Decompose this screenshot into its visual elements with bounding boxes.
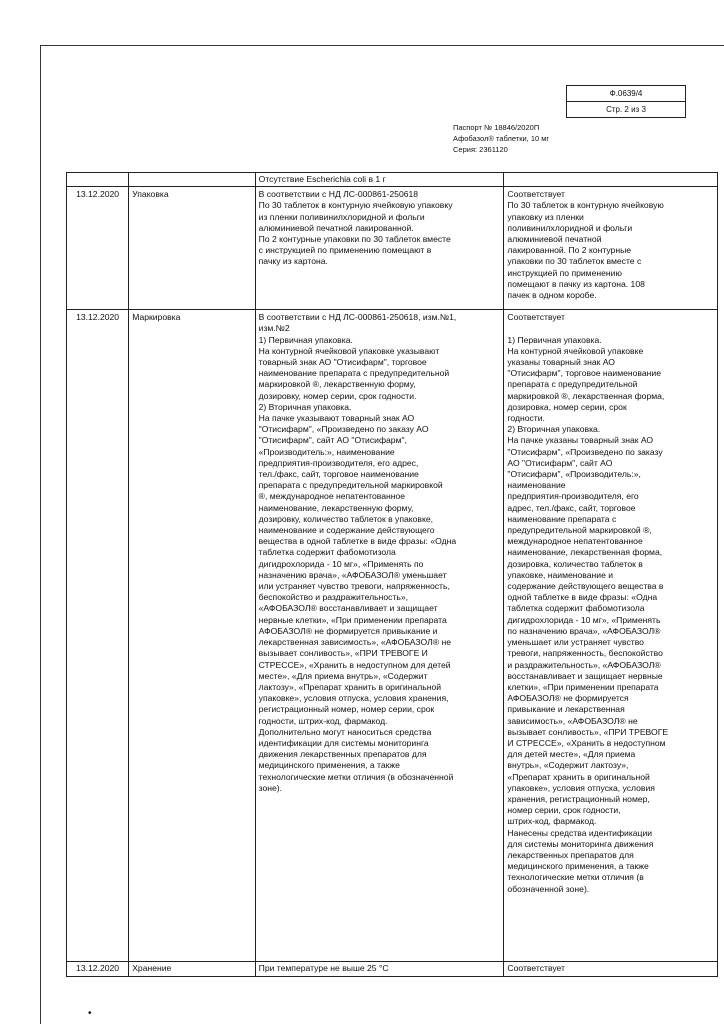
text-line: медицинского применения, а также bbox=[258, 760, 400, 771]
text-line: АО "Отисифарм", сайт АО bbox=[507, 457, 613, 468]
text-line: лактозу», «Препарат хранить в оригинальной bbox=[258, 681, 442, 692]
text-line: клетки», «При применении препарата bbox=[507, 681, 659, 692]
text-line: или устраняет чувство тревоги, напряженность, bbox=[258, 581, 450, 592]
text-line: На контурной ячейковой упаковке указывают bbox=[258, 345, 440, 356]
page-border-left bbox=[40, 45, 41, 1024]
text-line: пачку из картона. bbox=[258, 256, 328, 267]
text-line: и раздражительность», «АФОБАЗОЛ® bbox=[507, 659, 661, 670]
text-line: для системы мониторинга движения bbox=[507, 838, 654, 849]
requirement-cell bbox=[255, 310, 504, 962]
date-cell bbox=[67, 310, 129, 962]
text-line: По 30 таблеток в контурную ячейковую упаковку bbox=[258, 200, 453, 211]
text-line: беспокойство и раздражительность», bbox=[258, 592, 409, 603]
text-line: содержание действующего вещества в bbox=[507, 581, 664, 592]
text-line: «Производитель:», наименование bbox=[258, 446, 395, 457]
text-line: нервные клетки», «При применении препарата bbox=[258, 614, 447, 625]
test-name-cell bbox=[129, 962, 255, 977]
text-line: алюминиевой печатной bbox=[507, 234, 602, 245]
text-line: лекарственных препаратов для bbox=[507, 849, 634, 860]
batch-number: Серия: 2361120 bbox=[453, 145, 508, 154]
text-line: АФОБАЗОЛ® не формируется bbox=[507, 693, 629, 704]
text-line: вещества в одной таблетке в виде фразы: «Одна bbox=[258, 536, 457, 547]
text-line: предприятия-производителя, его bbox=[507, 491, 639, 502]
text-line: для детей месте», «Для приема bbox=[507, 749, 636, 760]
text-line: предприятия-производителя, его адрес, bbox=[258, 457, 419, 468]
text-line: дигидрохлорида - 10 мг», «Применять по bbox=[258, 558, 424, 569]
text-line: АФОБАЗОЛ® не формируется привыкание и bbox=[258, 625, 438, 636]
table-row bbox=[67, 187, 718, 310]
date-cell bbox=[67, 173, 129, 187]
text-line: маркировкой ®, лекарственная форма, bbox=[507, 390, 665, 401]
text-line: годности. bbox=[507, 413, 545, 424]
text-line: регистрационный номер, номер серии, срок bbox=[258, 704, 435, 715]
table-row bbox=[67, 173, 718, 187]
text-line: алюминиевой печатной лакированной. bbox=[258, 222, 414, 233]
text-line: упаковке, наименование и bbox=[507, 569, 614, 580]
text-line: международное непатентованное bbox=[507, 536, 643, 547]
date-value: 13.12.2020 bbox=[76, 312, 120, 323]
text-line: изм.№2 bbox=[258, 323, 290, 334]
text-line bbox=[507, 323, 714, 334]
text-line: товарный знак АО "Отисифарм", торговое bbox=[258, 357, 427, 368]
text-line: Соответствует bbox=[507, 963, 565, 974]
test-name-cell bbox=[129, 173, 255, 187]
text-line: предупредительной маркировкой ®, bbox=[507, 525, 652, 536]
requirement-cell bbox=[255, 962, 504, 977]
table-row bbox=[67, 962, 718, 977]
text-line: На пачке указывают товарный знак АО bbox=[258, 413, 415, 424]
text-line: упаковку из пленки bbox=[507, 211, 584, 222]
text-line: месте», «Для приема внутрь», «Содержит bbox=[258, 670, 428, 681]
test-name-cell bbox=[129, 310, 255, 962]
text-line: СТРЕССЕ», «Хранить в недоступном для детей bbox=[258, 659, 451, 670]
text-line: дозировку, номер серии, срок годности. bbox=[258, 390, 417, 401]
text-line: назначению врача», «АФОБАЗОЛ® уменьшает bbox=[258, 569, 447, 580]
text-line: упаковке», условия отпуска, условия хранения, bbox=[258, 693, 449, 704]
product-name: Афобазол® таблетки, 10 мг bbox=[453, 134, 550, 143]
text-line: дозировка, номер серии, срок bbox=[507, 401, 627, 412]
text-line: зависимость», «АФОБАЗОЛ® не bbox=[507, 715, 638, 726]
text-line: медицинского применения, а также bbox=[507, 861, 649, 872]
text-line: наименование, лекарственную форму, bbox=[258, 502, 414, 513]
text-line: "Отисифарм", «Производитель:», bbox=[507, 469, 641, 480]
text-line: Соответствует bbox=[507, 189, 565, 200]
text-line: "Отисифарм", «Произведено по заказу bbox=[507, 446, 663, 457]
form-code: Ф.0639/4 bbox=[609, 89, 643, 98]
form-code-box bbox=[566, 85, 686, 118]
text-line: наименование препарата с bbox=[507, 513, 617, 524]
text-line: упаковке», условия отпуска, условия bbox=[507, 782, 655, 793]
text-line: вызывает сонливость», «ПРИ ТРЕВОГЕ И bbox=[258, 648, 428, 659]
text-line: ®, международное непатентованное bbox=[258, 491, 406, 502]
result-cell bbox=[504, 310, 718, 962]
text-line: по назначению врача», «АФОБАЗОЛ® bbox=[507, 625, 661, 636]
table-row bbox=[67, 310, 718, 962]
text-line: внутрь», «Содержит лактозу», bbox=[507, 760, 629, 771]
text-line: Отсутствие Escherichia coli в 1 г bbox=[258, 174, 386, 184]
text-line: 2) Вторичная упаковка. bbox=[507, 424, 601, 435]
text-line: препарата с предупредительной маркировкой bbox=[258, 480, 443, 491]
text-line: идентификации для системы мониторинга bbox=[258, 737, 429, 748]
text-line: штрих-код, фармакод. bbox=[507, 816, 597, 827]
test-name: Упаковка bbox=[132, 189, 169, 200]
test-name: Маркировка bbox=[132, 312, 181, 323]
text-line: дозировка, количество таблеток в bbox=[507, 558, 643, 569]
text-line: обозначенной зоне). bbox=[507, 883, 590, 894]
text-line: 2) Вторичная упаковка. bbox=[258, 401, 352, 412]
text-line: привыкание и лекарственная bbox=[507, 704, 625, 715]
text-line: В соответствии с НД ЛС-000861-250618, изм.№1, bbox=[258, 312, 457, 323]
text-line: "Отисифарм", «Произведено по заказу АО bbox=[258, 424, 429, 435]
text-line: дозировку, количество таблеток в упаковке, bbox=[258, 513, 433, 524]
text-line: Соответствует bbox=[507, 312, 565, 323]
result-cell bbox=[504, 962, 718, 977]
text-line: движения лекарственных препаратов для bbox=[258, 749, 427, 760]
text-line: указаны товарный знак АО bbox=[507, 357, 615, 368]
text-line: хранения, регистрационный номер, bbox=[507, 793, 650, 804]
test-results-table bbox=[66, 172, 718, 977]
text-line: 1) Первичная упаковка. bbox=[507, 334, 602, 345]
text-line: «Препарат хранить в оригинальной bbox=[507, 771, 650, 782]
text-line: инструкцией по применению bbox=[507, 267, 622, 278]
text-line: таблетка содержит фабомотизола bbox=[258, 547, 396, 558]
requirement-cell bbox=[255, 187, 504, 310]
text-line: лекарственная зависимость», «АФОБАЗОЛ® не bbox=[258, 637, 451, 648]
text-line: 1) Первичная упаковка. bbox=[258, 334, 353, 345]
text-line: поливинилхлоридной и фольги bbox=[507, 222, 633, 233]
date-value: 13.12.2020 bbox=[76, 963, 120, 974]
footer-bullet: • bbox=[88, 1008, 92, 1019]
text-line: наименование bbox=[507, 480, 566, 491]
text-line: наименование и содержание действующего bbox=[258, 525, 435, 536]
text-line: «АФОБАЗОЛ® восстанавливает и защищает bbox=[258, 603, 438, 614]
text-line: пачек в одном коробе. bbox=[507, 290, 597, 301]
text-line: технологические метки отличия (в bbox=[507, 872, 644, 883]
text-line: лакированной. По 2 контурные bbox=[507, 245, 632, 256]
text-line: "Отисифарм", торговое наименование bbox=[507, 368, 662, 379]
page-indicator: Стр. 2 из 3 bbox=[567, 101, 685, 117]
text-line: с инструкцией по применению помещают в bbox=[258, 245, 432, 256]
text-line: технологические метки отличия (в обозначенной bbox=[258, 771, 454, 782]
requirement-cell bbox=[255, 173, 504, 187]
text-line: зоне). bbox=[258, 782, 283, 793]
text-line: По 30 таблеток в контурную ячейковую bbox=[507, 200, 664, 211]
page-border-top bbox=[40, 45, 724, 46]
text-line: упаковки по 30 таблеток вместе с bbox=[507, 256, 642, 267]
text-line: препарата с предупредительной bbox=[507, 379, 638, 390]
text-line: из пленки поливинилхлоридной и фольги bbox=[258, 211, 425, 222]
text-line: тел./факс, сайт, торговое наименование bbox=[258, 469, 419, 480]
text-line: вызывает сонливость», «ПРИ ТРЕВОГЕ bbox=[507, 726, 669, 737]
text-line: одной таблетке в виде фразы: «Одна bbox=[507, 592, 658, 603]
passport-number: Паспорт № 18846/2020П bbox=[453, 123, 540, 132]
text-line: тревоги, напряженность, беспокойство bbox=[507, 648, 663, 659]
text-line: наименование препарата с предупредительной bbox=[258, 368, 450, 379]
test-name-cell bbox=[129, 187, 255, 310]
date-value: 13.12.2020 bbox=[76, 189, 120, 200]
text-line: По 2 контурные упаковки по 30 таблеток вместе bbox=[258, 234, 451, 245]
text-line: таблетка содержит фабомотизола bbox=[507, 603, 645, 614]
text-line: дигидрохлорида - 10 мг», «Применять bbox=[507, 614, 661, 625]
text-line: помещают в пачку из картона. 108 bbox=[507, 278, 645, 289]
text-line: На контурной ячейковой упаковке bbox=[507, 345, 644, 356]
text-line: маркировкой ®, лекарственную форму, bbox=[258, 379, 416, 390]
text-line: годности, штрих-код, фармакод. bbox=[258, 715, 388, 726]
text-line: Нанесены средства идентификации bbox=[507, 827, 653, 838]
date-cell bbox=[67, 187, 129, 310]
result-cell bbox=[504, 173, 718, 187]
text-line: уменьшает или устраняет чувство bbox=[507, 637, 644, 648]
text-line: адрес, тел./факс, сайт, торговое bbox=[507, 502, 636, 513]
text-line: восстанавливает и защищает нервные bbox=[507, 670, 663, 681]
passport-info bbox=[453, 122, 549, 155]
result-cell bbox=[504, 187, 718, 310]
text-line: Дополнительно могут наноситься средства bbox=[258, 726, 432, 737]
text-line: При температуре не выше 25 °С bbox=[258, 963, 389, 974]
text-line: На пачке указаны товарный знак АО bbox=[507, 435, 654, 446]
text-line: В соответствии с НД ЛС-000861-250618 bbox=[258, 189, 419, 200]
text-line: наименование, лекарственная форма, bbox=[507, 547, 663, 558]
text-line: И СТРЕССЕ», «Хранить в недоступном bbox=[507, 737, 666, 748]
text-line: "Отисифарм", сайт АО "Отисифарм", bbox=[258, 435, 407, 446]
text-line: номер серии, срок годности, bbox=[507, 805, 621, 816]
date-cell bbox=[67, 962, 129, 977]
test-name: Хранение bbox=[132, 963, 172, 974]
